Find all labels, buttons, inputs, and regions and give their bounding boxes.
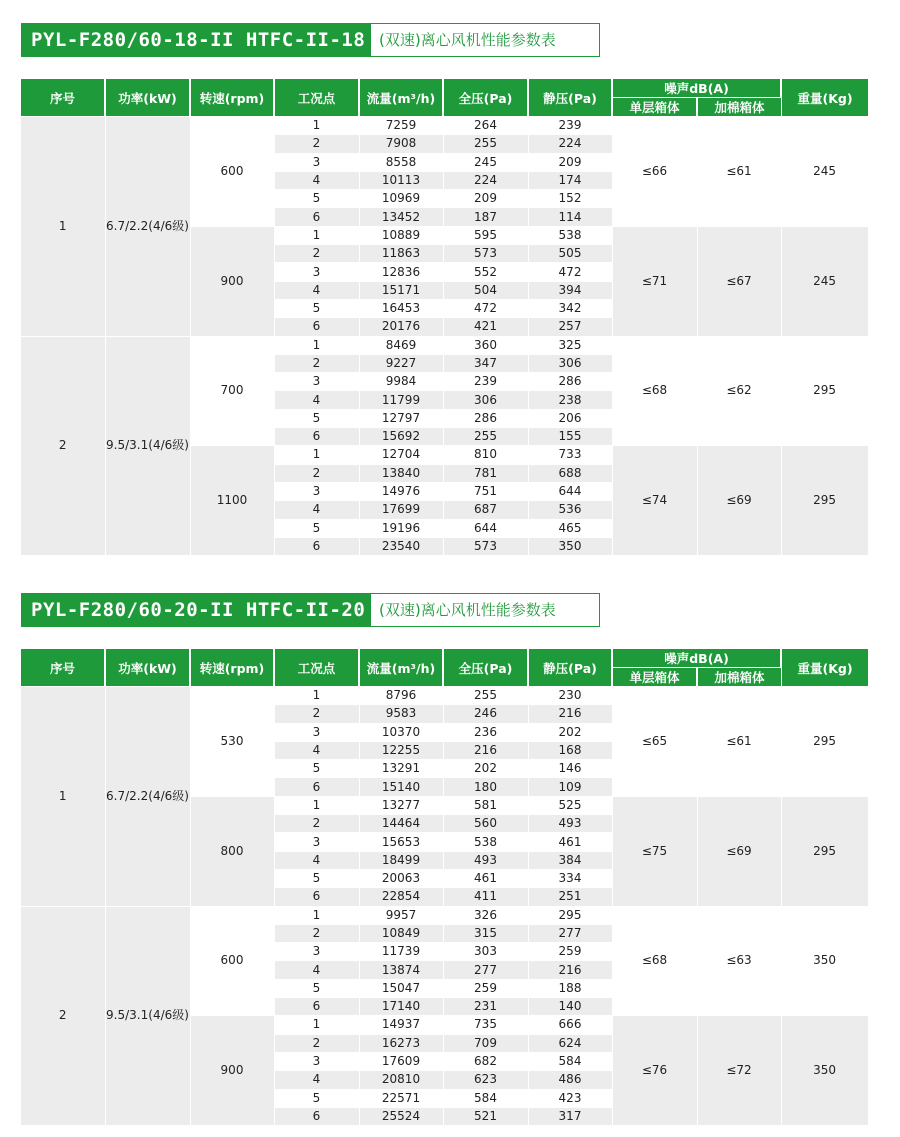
weight-cell: 295	[781, 336, 868, 446]
header-noise-single: 单层箱体	[612, 668, 697, 687]
point-cell: 4	[274, 961, 359, 979]
flow-cell: 14464	[359, 815, 443, 833]
seq-cell: 1	[21, 687, 105, 907]
speed-cell: 800	[190, 796, 274, 906]
point-cell: 2	[274, 1034, 359, 1052]
header-noise-cotton: 加棉箱体	[697, 98, 781, 117]
static-pressure-cell: 216	[528, 961, 612, 979]
flow-cell: 10113	[359, 171, 443, 189]
static-pressure-cell: 465	[528, 519, 612, 537]
point-cell: 6	[274, 998, 359, 1016]
point-cell: 2	[274, 245, 359, 263]
flow-cell: 9583	[359, 705, 443, 723]
header-static-pressure: 静压(Pa)	[528, 79, 612, 117]
flow-cell: 15140	[359, 778, 443, 796]
table-section-1	[21, 23, 868, 556]
noise-single-cell: ≤74	[612, 446, 697, 556]
table-header	[21, 79, 868, 117]
point-cell: 2	[274, 705, 359, 723]
flow-cell: 10370	[359, 723, 443, 741]
flow-cell: 12255	[359, 741, 443, 759]
point-cell: 2	[274, 924, 359, 942]
total-pressure-cell: 682	[443, 1052, 528, 1070]
flow-cell: 15653	[359, 833, 443, 851]
point-cell: 4	[274, 281, 359, 299]
static-pressure-cell: 493	[528, 815, 612, 833]
point-cell: 5	[274, 190, 359, 208]
total-pressure-cell: 493	[443, 851, 528, 869]
total-pressure-cell: 315	[443, 924, 528, 942]
total-pressure-cell: 623	[443, 1071, 528, 1089]
static-pressure-cell: 238	[528, 391, 612, 409]
static-pressure-cell: 114	[528, 208, 612, 226]
table-body	[21, 687, 868, 1126]
total-pressure-cell: 239	[443, 373, 528, 391]
header-weight: 重量(Kg)	[781, 79, 868, 117]
noise-cotton-cell: ≤61	[697, 687, 781, 797]
point-cell: 3	[274, 482, 359, 500]
static-pressure-cell: 230	[528, 687, 612, 705]
flow-cell: 10969	[359, 190, 443, 208]
seq-cell: 2	[21, 336, 105, 556]
point-cell: 2	[274, 354, 359, 372]
point-cell: 5	[274, 1089, 359, 1107]
flow-cell: 12797	[359, 409, 443, 427]
point-cell: 1	[274, 226, 359, 244]
static-pressure-cell: 109	[528, 778, 612, 796]
total-pressure-cell: 573	[443, 537, 528, 555]
total-pressure-cell: 595	[443, 226, 528, 244]
flow-cell: 12704	[359, 446, 443, 464]
flow-cell: 13277	[359, 796, 443, 814]
point-cell: 6	[274, 428, 359, 446]
point-cell: 1	[274, 906, 359, 924]
static-pressure-cell: 350	[528, 537, 612, 555]
static-pressure-cell: 733	[528, 446, 612, 464]
flow-cell: 10849	[359, 924, 443, 942]
noise-single-cell: ≤68	[612, 336, 697, 446]
static-pressure-cell: 306	[528, 354, 612, 372]
total-pressure-cell: 573	[443, 245, 528, 263]
header-speed: 转速(rpm)	[190, 649, 274, 687]
static-pressure-cell: 146	[528, 760, 612, 778]
static-pressure-cell: 286	[528, 373, 612, 391]
flow-cell: 11863	[359, 245, 443, 263]
weight-cell: 245	[781, 117, 868, 227]
static-pressure-cell: 472	[528, 263, 612, 281]
header-point: 工况点	[274, 79, 359, 117]
point-cell: 4	[274, 851, 359, 869]
total-pressure-cell: 255	[443, 135, 528, 153]
point-cell: 3	[274, 263, 359, 281]
total-pressure-cell: 521	[443, 1107, 528, 1125]
point-cell: 1	[274, 446, 359, 464]
static-pressure-cell: 277	[528, 924, 612, 942]
static-pressure-cell: 624	[528, 1034, 612, 1052]
header-noise-cotton: 加棉箱体	[697, 668, 781, 687]
performance-table	[21, 649, 869, 1126]
noise-single-cell: ≤75	[612, 796, 697, 906]
total-pressure-cell: 810	[443, 446, 528, 464]
flow-cell: 12836	[359, 263, 443, 281]
flow-cell: 14976	[359, 482, 443, 500]
speed-cell: 900	[190, 226, 274, 336]
power-cell: 9.5/3.1(4/6级)	[105, 336, 190, 556]
point-cell: 3	[274, 1052, 359, 1070]
total-pressure-cell: 347	[443, 354, 528, 372]
static-pressure-cell: 209	[528, 153, 612, 171]
header-flow: 流量(m³/h)	[359, 79, 443, 117]
total-pressure-cell: 202	[443, 760, 528, 778]
point-cell: 5	[274, 299, 359, 317]
total-pressure-cell: 538	[443, 833, 528, 851]
static-pressure-cell: 174	[528, 171, 612, 189]
flow-cell: 20176	[359, 318, 443, 336]
flow-cell: 13291	[359, 760, 443, 778]
power-cell: 6.7/2.2(4/6级)	[105, 687, 190, 907]
flow-cell: 9227	[359, 354, 443, 372]
flow-cell: 11739	[359, 943, 443, 961]
point-cell: 6	[274, 1107, 359, 1125]
point-cell: 5	[274, 979, 359, 997]
point-cell: 3	[274, 723, 359, 741]
point-cell: 3	[274, 373, 359, 391]
table-row	[21, 687, 868, 705]
header-power: 功率(kW)	[105, 649, 190, 687]
point-cell: 3	[274, 833, 359, 851]
total-pressure-cell: 259	[443, 979, 528, 997]
total-pressure-cell: 245	[443, 153, 528, 171]
table-header	[21, 649, 868, 687]
total-pressure-cell: 751	[443, 482, 528, 500]
point-cell: 1	[274, 796, 359, 814]
table-subtitle: (双速)离心风机性能参数表	[379, 31, 556, 49]
flow-cell: 13452	[359, 208, 443, 226]
header-noise: 噪声dB(A)	[612, 79, 781, 98]
total-pressure-cell: 326	[443, 906, 528, 924]
static-pressure-cell: 538	[528, 226, 612, 244]
header-flow: 流量(m³/h)	[359, 649, 443, 687]
static-pressure-cell: 259	[528, 943, 612, 961]
static-pressure-cell: 202	[528, 723, 612, 741]
speed-cell: 900	[190, 1016, 274, 1126]
static-pressure-cell: 188	[528, 979, 612, 997]
static-pressure-cell: 423	[528, 1089, 612, 1107]
static-pressure-cell: 384	[528, 851, 612, 869]
title-bar	[21, 593, 868, 627]
static-pressure-cell: 216	[528, 705, 612, 723]
noise-single-cell: ≤65	[612, 687, 697, 797]
flow-cell: 15692	[359, 428, 443, 446]
noise-single-cell: ≤68	[612, 906, 697, 1016]
noise-cotton-cell: ≤69	[697, 446, 781, 556]
flow-cell: 8558	[359, 153, 443, 171]
flow-cell: 9957	[359, 906, 443, 924]
point-cell: 5	[274, 760, 359, 778]
model-title: PYL-F280/60-20-II HTFC-II-20	[31, 599, 366, 621]
speed-cell: 700	[190, 336, 274, 446]
header-seq: 序号	[21, 79, 105, 117]
point-cell: 3	[274, 153, 359, 171]
static-pressure-cell: 168	[528, 741, 612, 759]
header-speed: 转速(rpm)	[190, 79, 274, 117]
total-pressure-cell: 472	[443, 299, 528, 317]
weight-cell: 295	[781, 687, 868, 797]
total-pressure-cell: 735	[443, 1016, 528, 1034]
static-pressure-cell: 239	[528, 117, 612, 135]
flow-cell: 15047	[359, 979, 443, 997]
total-pressure-cell: 584	[443, 1089, 528, 1107]
static-pressure-cell: 342	[528, 299, 612, 317]
flow-cell: 7259	[359, 117, 443, 135]
speed-cell: 600	[190, 906, 274, 1016]
point-cell: 6	[274, 537, 359, 555]
total-pressure-cell: 187	[443, 208, 528, 226]
header-weight: 重量(Kg)	[781, 649, 868, 687]
point-cell: 4	[274, 741, 359, 759]
static-pressure-cell: 505	[528, 245, 612, 263]
title-bar	[21, 23, 868, 57]
flow-cell: 17609	[359, 1052, 443, 1070]
total-pressure-cell: 255	[443, 428, 528, 446]
table-subtitle: (双速)离心风机性能参数表	[379, 601, 556, 619]
table-row	[21, 336, 868, 354]
total-pressure-cell: 644	[443, 519, 528, 537]
total-pressure-cell: 264	[443, 117, 528, 135]
point-cell: 6	[274, 208, 359, 226]
noise-single-cell: ≤66	[612, 117, 697, 227]
static-pressure-cell: 334	[528, 869, 612, 887]
total-pressure-cell: 236	[443, 723, 528, 741]
point-cell: 6	[274, 888, 359, 906]
total-pressure-cell: 286	[443, 409, 528, 427]
total-pressure-cell: 687	[443, 501, 528, 519]
static-pressure-cell: 206	[528, 409, 612, 427]
header-noise-single: 单层箱体	[612, 98, 697, 117]
point-cell: 2	[274, 815, 359, 833]
total-pressure-cell: 504	[443, 281, 528, 299]
point-cell: 1	[274, 687, 359, 705]
point-cell: 4	[274, 501, 359, 519]
weight-cell: 295	[781, 796, 868, 906]
flow-cell: 23540	[359, 537, 443, 555]
noise-single-cell: ≤76	[612, 1016, 697, 1126]
speed-cell: 530	[190, 687, 274, 797]
flow-cell: 15171	[359, 281, 443, 299]
header-noise: 噪声dB(A)	[612, 649, 781, 668]
table-row	[21, 906, 868, 924]
total-pressure-cell: 360	[443, 336, 528, 354]
noise-cotton-cell: ≤63	[697, 906, 781, 1016]
power-cell: 9.5/3.1(4/6级)	[105, 906, 190, 1126]
weight-cell: 295	[781, 446, 868, 556]
header-power: 功率(kW)	[105, 79, 190, 117]
weight-cell: 245	[781, 226, 868, 336]
weight-cell: 350	[781, 906, 868, 1016]
total-pressure-cell: 709	[443, 1034, 528, 1052]
static-pressure-cell: 251	[528, 888, 612, 906]
total-pressure-cell: 781	[443, 464, 528, 482]
point-cell: 4	[274, 1071, 359, 1089]
point-cell: 6	[274, 318, 359, 336]
static-pressure-cell: 155	[528, 428, 612, 446]
point-cell: 4	[274, 391, 359, 409]
static-pressure-cell: 257	[528, 318, 612, 336]
static-pressure-cell: 644	[528, 482, 612, 500]
static-pressure-cell: 688	[528, 464, 612, 482]
point-cell: 5	[274, 409, 359, 427]
header-total-pressure: 全压(Pa)	[443, 649, 528, 687]
total-pressure-cell: 224	[443, 171, 528, 189]
point-cell: 5	[274, 519, 359, 537]
table-section-2	[21, 593, 868, 1126]
total-pressure-cell: 255	[443, 687, 528, 705]
flow-cell: 10889	[359, 226, 443, 244]
header-total-pressure: 全压(Pa)	[443, 79, 528, 117]
flow-cell: 19196	[359, 519, 443, 537]
static-pressure-cell: 461	[528, 833, 612, 851]
speed-cell: 1100	[190, 446, 274, 556]
speed-cell: 600	[190, 117, 274, 227]
total-pressure-cell: 216	[443, 741, 528, 759]
total-pressure-cell: 246	[443, 705, 528, 723]
point-cell: 6	[274, 778, 359, 796]
table-row	[21, 117, 868, 135]
seq-cell: 1	[21, 117, 105, 337]
flow-cell: 16453	[359, 299, 443, 317]
point-cell: 4	[274, 171, 359, 189]
header-seq: 序号	[21, 649, 105, 687]
flow-cell: 22854	[359, 888, 443, 906]
flow-cell: 20810	[359, 1071, 443, 1089]
total-pressure-cell: 421	[443, 318, 528, 336]
noise-cotton-cell: ≤72	[697, 1016, 781, 1126]
static-pressure-cell: 394	[528, 281, 612, 299]
flow-cell: 17699	[359, 501, 443, 519]
static-pressure-cell: 666	[528, 1016, 612, 1034]
point-cell: 1	[274, 336, 359, 354]
total-pressure-cell: 180	[443, 778, 528, 796]
total-pressure-cell: 560	[443, 815, 528, 833]
total-pressure-cell: 303	[443, 943, 528, 961]
point-cell: 2	[274, 464, 359, 482]
flow-cell: 22571	[359, 1089, 443, 1107]
noise-single-cell: ≤71	[612, 226, 697, 336]
static-pressure-cell: 486	[528, 1071, 612, 1089]
static-pressure-cell: 536	[528, 501, 612, 519]
flow-cell: 8796	[359, 687, 443, 705]
total-pressure-cell: 461	[443, 869, 528, 887]
point-cell: 2	[274, 135, 359, 153]
static-pressure-cell: 295	[528, 906, 612, 924]
flow-cell: 13840	[359, 464, 443, 482]
static-pressure-cell: 152	[528, 190, 612, 208]
table-body	[21, 117, 868, 556]
model-title: PYL-F280/60-18-II HTFC-II-18	[31, 29, 366, 51]
flow-cell: 25524	[359, 1107, 443, 1125]
point-cell: 5	[274, 869, 359, 887]
total-pressure-cell: 411	[443, 888, 528, 906]
flow-cell: 17140	[359, 998, 443, 1016]
static-pressure-cell: 317	[528, 1107, 612, 1125]
flow-cell: 14937	[359, 1016, 443, 1034]
performance-table	[21, 79, 869, 556]
static-pressure-cell: 325	[528, 336, 612, 354]
header-point: 工况点	[274, 649, 359, 687]
point-cell: 3	[274, 943, 359, 961]
flow-cell: 9984	[359, 373, 443, 391]
noise-cotton-cell: ≤69	[697, 796, 781, 906]
noise-cotton-cell: ≤61	[697, 117, 781, 227]
flow-cell: 7908	[359, 135, 443, 153]
total-pressure-cell: 581	[443, 796, 528, 814]
flow-cell: 18499	[359, 851, 443, 869]
noise-cotton-cell: ≤62	[697, 336, 781, 446]
static-pressure-cell: 224	[528, 135, 612, 153]
static-pressure-cell: 525	[528, 796, 612, 814]
seq-cell: 2	[21, 906, 105, 1126]
flow-cell: 13874	[359, 961, 443, 979]
flow-cell: 8469	[359, 336, 443, 354]
point-cell: 1	[274, 117, 359, 135]
flow-cell: 20063	[359, 869, 443, 887]
total-pressure-cell: 209	[443, 190, 528, 208]
static-pressure-cell: 140	[528, 998, 612, 1016]
total-pressure-cell: 277	[443, 961, 528, 979]
point-cell: 1	[274, 1016, 359, 1034]
total-pressure-cell: 306	[443, 391, 528, 409]
flow-cell: 16273	[359, 1034, 443, 1052]
noise-cotton-cell: ≤67	[697, 226, 781, 336]
flow-cell: 11799	[359, 391, 443, 409]
power-cell: 6.7/2.2(4/6级)	[105, 117, 190, 337]
header-static-pressure: 静压(Pa)	[528, 649, 612, 687]
weight-cell: 350	[781, 1016, 868, 1126]
total-pressure-cell: 552	[443, 263, 528, 281]
static-pressure-cell: 584	[528, 1052, 612, 1070]
total-pressure-cell: 231	[443, 998, 528, 1016]
